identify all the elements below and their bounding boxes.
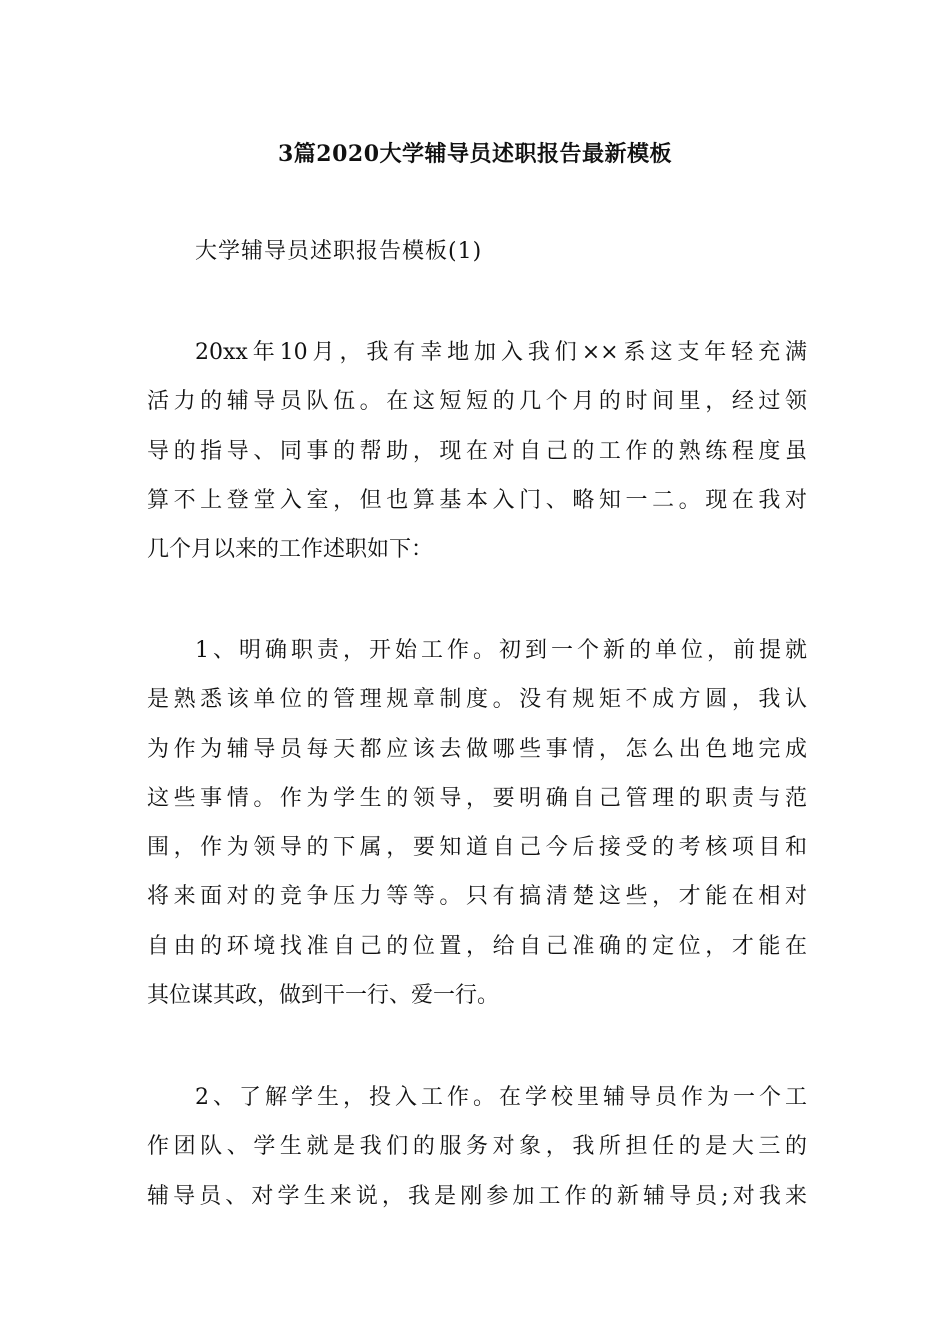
paragraph-line: 2、了解学生，投入工作。在学校里辅导员作为一个工 <box>195 1085 807 1110</box>
paragraph-line: 活力的辅导员队伍。在这短短的几个月的时间里，经过领 <box>147 389 807 415</box>
paragraph-line: 辅导员、对学生来说，我是刚参加工作的新辅导员;对我来 <box>147 1183 807 1209</box>
paragraph-point-1 <box>147 626 807 1020</box>
paragraph-line: 这些事情。作为学生的领导，要明确自己管理的职责与范 <box>147 785 807 811</box>
paragraph-point-2 <box>147 1073 807 1221</box>
paragraph-line: 导的指导、同事的帮助，现在对自己的工作的熟练程度虽 <box>147 438 807 464</box>
paragraph-line: 20xx年10月，我有幸地加入我们××系这支年轻充满 <box>195 340 807 365</box>
paragraph-line: 将来面对的竞争压力等等。只有搞清楚这些，才能在相对 <box>147 884 807 910</box>
paragraph-line: 为作为辅导员每天都应该去做哪些事情，怎么出色地完成 <box>147 736 807 762</box>
paragraph-line: 作团队、学生就是我们的服务对象，我所担任的是大三的 <box>147 1134 807 1160</box>
paragraph-line: 几个月以来的工作述职如下： <box>147 537 434 563</box>
paragraph-line: 1、明确职责，开始工作。初到一个新的单位，前提就 <box>195 638 807 663</box>
paragraph-line: 算不上登堂入室，但也算基本入门、略知一二。现在我对 <box>147 487 807 513</box>
paragraph-line: 自由的环境找准自己的位置，给自己准确的定位，才能在 <box>147 933 807 959</box>
paragraph-line: 围，作为领导的下属，要知道自己今后接受的考核项目和 <box>147 835 807 861</box>
section-subtitle: 大学辅导员述职报告模板(1) <box>195 239 483 264</box>
document-title: 3篇2020大学辅导员述职报告最新模板 <box>277 141 673 167</box>
paragraph-line: 其位谋其政，做到干一行、爱一行。 <box>147 983 500 1009</box>
paragraph-intro <box>147 328 807 574</box>
paragraph-line: 是熟悉该单位的管理规章制度。没有规矩不成方圆，我认 <box>147 687 807 713</box>
